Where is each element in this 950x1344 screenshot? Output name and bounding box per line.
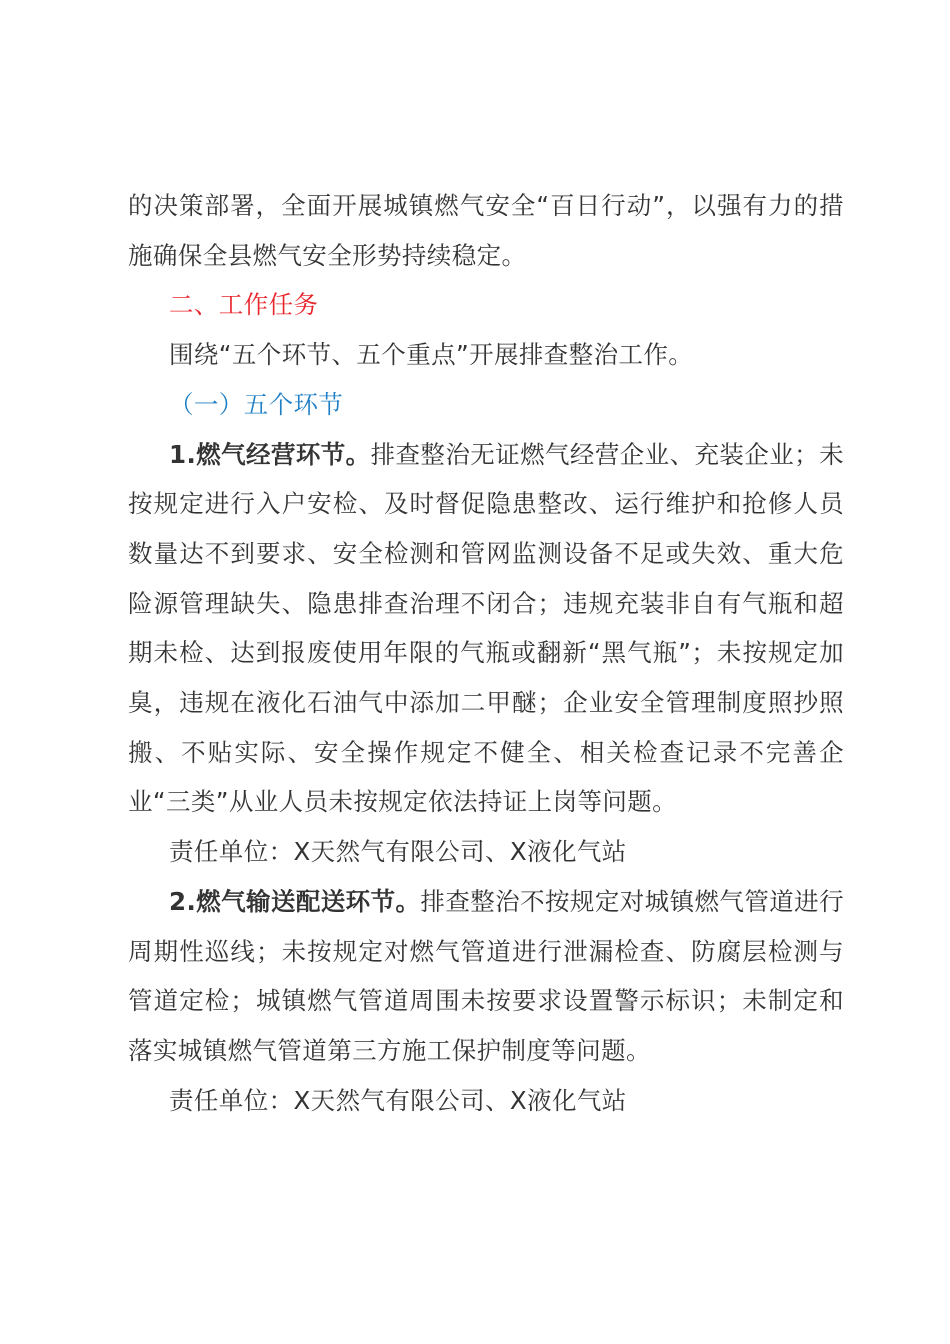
- item-2-title: 2.燃气输送配送环节。: [169, 886, 421, 916]
- item-1-responsible-unit: 责任单位：X天然气有限公司、X液化气站: [169, 837, 627, 867]
- subsection-heading-five-links: （一）五个环节: [169, 389, 344, 419]
- section-heading-work-tasks: 二、工作任务: [169, 290, 319, 320]
- intro-paragraph: 的决策部署，全面开展城镇燃气安全“百日行动”，以强有力的措施确保全县燃气安全形势持续稳定。: [128, 191, 844, 270]
- item-2-body: 排查整治不按规定对城镇燃气管道进行周期性巡线；未按规定对燃气管道进行泄漏检查、防腐层检测与管道定检；城镇燃气管道周围未按要求设置警示标识；未制定和落实城镇燃气管道第三方施工保护制度等问题。: [128, 886, 844, 1065]
- item-1-body: 排查整治无证燃气经营企业、充装企业；未按规定进行入户安检、及时督促隐患整改、运行维护和抢修人员数量达不到要求、安全检测和管网监测设备不足或失效、重大危险源管理缺失、隐患排查治理不闭合；违规充装非自有气瓶和超期未检、达到报废使用年限的气瓶或翻新“黑气瓶”；未按规定加臭，违规在液化石油气中添加二甲醚；企业安全管理制度照抄照搬、不贴实际、安全操作规定不健全、相关检查记录不完善企业“三类”从业人员未按规定依法持证上岗等问题。: [128, 439, 844, 817]
- item-1-paragraph: [128, 430, 844, 828]
- item-2-responsible-unit: 责任单位：X天然气有限公司、X液化气站: [169, 1085, 627, 1115]
- item-1-title: 1.燃气经营环节。: [169, 439, 371, 469]
- document-body: [128, 181, 844, 1125]
- item-2-paragraph: [128, 877, 844, 1076]
- focus-paragraph: 围绕“五个环节、五个重点”开展排查整治工作。: [169, 340, 694, 370]
